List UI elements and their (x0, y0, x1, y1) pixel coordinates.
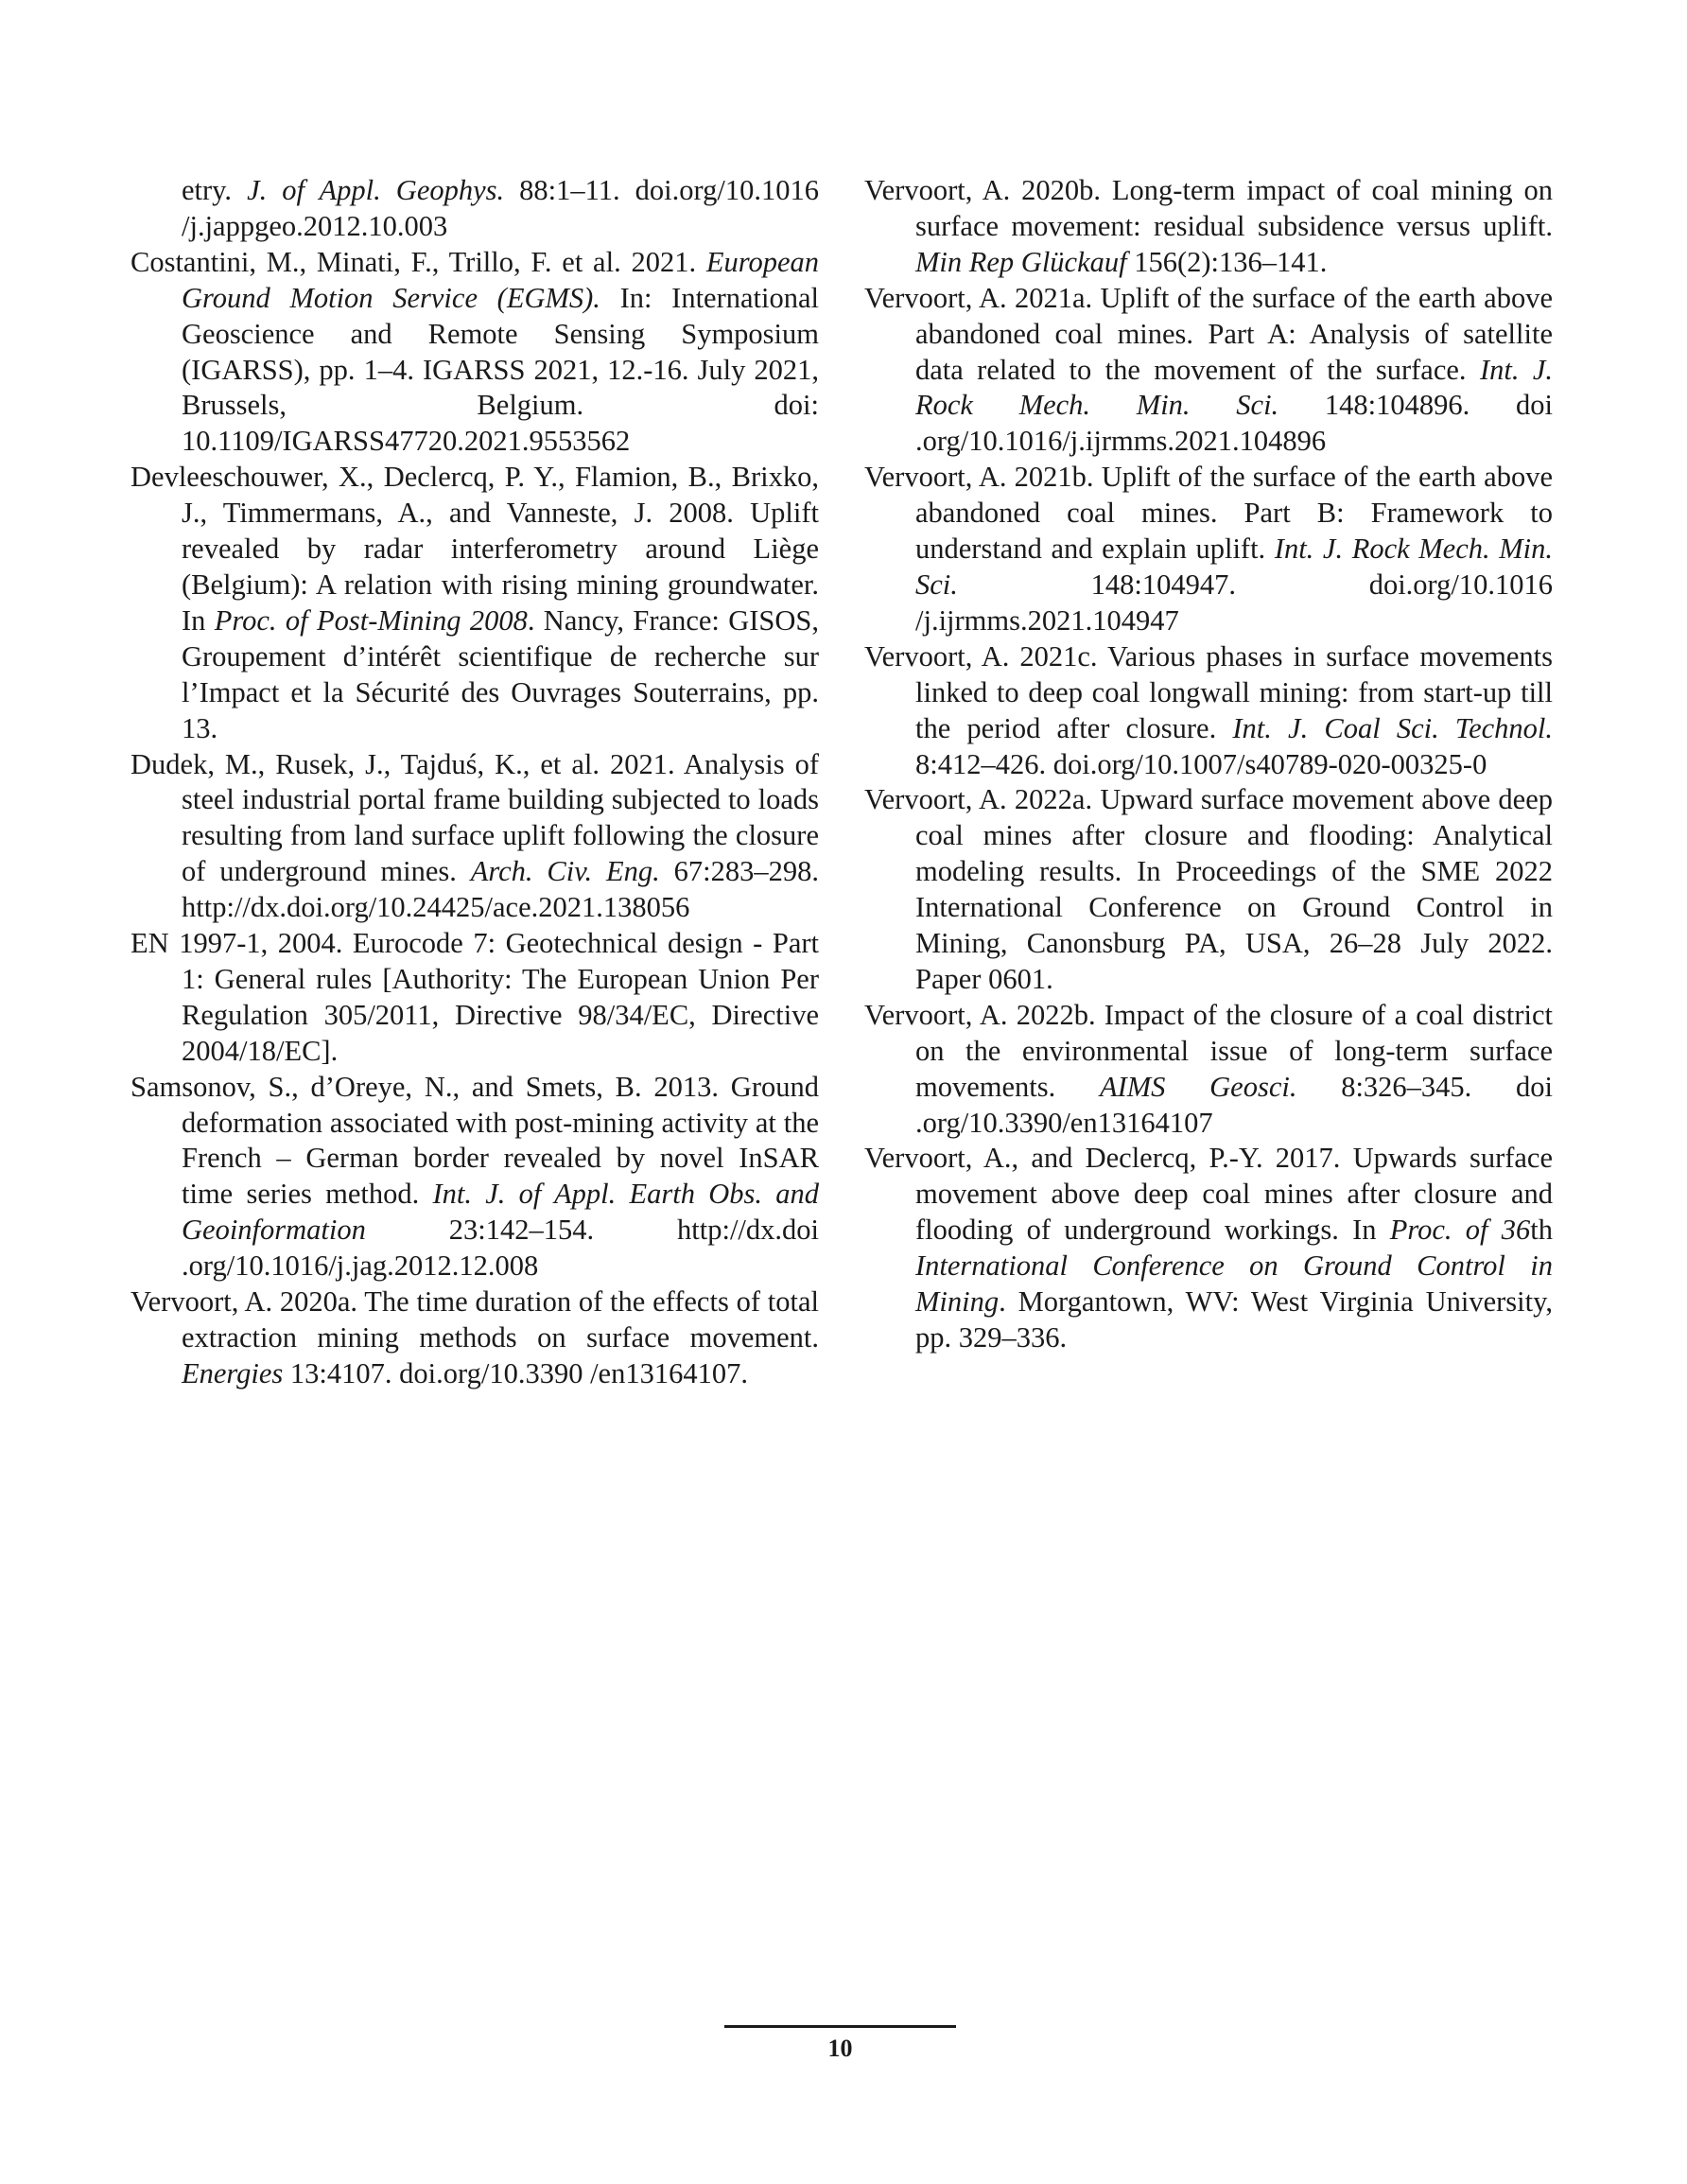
reference-text: etry. (182, 174, 248, 206)
reference-text: 148:104947. doi.org/10.1016 /j.ijrmms.2021.104947 (915, 568, 1553, 637)
reference-italic-text: Arch. Civ. Eng. (470, 855, 660, 888)
reference-text: 23:142–154. http://dx.doi .org/10.1016/j.jag.2012.12.008 (182, 1214, 819, 1283)
reference-text: 13:4107. doi.org/10.3390 /en13164107. (283, 1356, 748, 1389)
reference-italic-text: Int. J. Rock Mech. Min. Sci. (915, 353, 1553, 422)
reference-italic-text: Int. J. Rock Mech. Min. Sci. (915, 533, 1553, 601)
references-column-left (130, 173, 819, 1392)
reference-entry-vervoort-2020b (864, 173, 1553, 281)
reference-entry-samsonov (130, 1070, 819, 1284)
reference-entry-vervoort-declercq-2017 (864, 1141, 1553, 1355)
reference-text: Vervoort, A. 2021b. Uplift of the surface of the earth above abandoned coal mines. Part B: Framework to understand and explain uplift. (864, 461, 1553, 566)
reference-text: Vervoort, A. 2022a. Upward surface movement above deep coal mines after closure and flooding: Analytical modeling results. In Proceedings of the SME 2022 International Conference on Ground Control in Mining, Canonsburg PA, USA, 26–28 July 2022. Paper 0601. (864, 783, 1553, 995)
reference-text: EN 1997-1, 2004. Eurocode 7: Geotechnical design - Part 1: General rules [Authority: The European Union Per Regulation 305/2011, Directive 98/34/EC, Directive 2004/18/EC]. (130, 927, 819, 1067)
reference-text: Vervoort, A., and Declercq, P.-Y. 2017. Upwards surface movement above deep coal mines after closure and flooding of underground workings. In (864, 1142, 1553, 1247)
reference-text: Costantini, M., Minati, F., Trillo, F. et al. 2021. (130, 245, 706, 278)
reference-entry-continued-top (130, 173, 819, 245)
reference-text: th (1530, 1214, 1553, 1247)
reference-text: 67:283–298. http://dx.doi.org/10.24425/ace.2021.138056 (182, 855, 819, 924)
reference-italic-text: J. of Appl. Geophys. (247, 174, 505, 206)
reference-text: Devleeschouwer, X., Declercq, P. Y., Flamion, B., Brixko, J., Timmermans, A., and Vanneste, J. 2008. Uplift revealed by radar interferometry around Liège (Belgium): A relation with rising mining groundwater. In (130, 461, 819, 637)
reference-italic-text: International Conference on Ground Control in Mining (915, 1249, 1553, 1319)
footer-rule (724, 2025, 956, 2028)
reference-italic-text: Int. J. of Appl. Earth Obs. and Geoinformation (182, 1178, 819, 1247)
reference-entry-vervoort-2021a (864, 281, 1553, 461)
reference-text: In: International Geoscience and Remote Sensing Symposium (IGARSS), pp. 1–4. IGARSS 2021, 12.-16. July 2021, Brussels, Belgium. doi: 10.1109/IGARSS47720.2021.9553562 (182, 281, 819, 458)
reference-entry-vervoort-2021c (864, 639, 1553, 783)
reference-italic-text: Energies (182, 1356, 284, 1389)
reference-text: 88:1–11. doi.org/10.1016 /j.jappgeo.2012.10.003 (182, 174, 819, 242)
reference-entry-dudek (130, 747, 819, 927)
reference-entry-devleeschouwer (130, 460, 819, 746)
reference-text: . Nancy, France: GISOS, Groupement d’intérêt scientifique de recherche sur l’Impact et la Sécurité des Ouvrages Souterrains, pp. 13. (182, 603, 819, 744)
reference-text: . Morgantown, WV: West Virginia University, pp. 329–336. (915, 1285, 1553, 1354)
reference-text: Vervoort, A. 2022b. Impact of the closure of a coal district on the environmental issue of long-term surface movements. (864, 998, 1553, 1103)
references-column-right (864, 173, 1553, 1356)
reference-entry-vervoort-2020a (130, 1284, 819, 1392)
reference-text: Vervoort, A. 2020a. The time duration of the effects of total extraction mining methods on surface movement. (130, 1285, 819, 1354)
reference-italic-text: European Ground Motion Service (EGMS). (182, 245, 819, 314)
reference-text: 148:104896. doi .org/10.1016/j.ijrmms.2021.104896 (915, 389, 1553, 458)
page-number: 10 (827, 2035, 853, 2062)
reference-entry-vervoort-2022a (864, 782, 1553, 997)
reference-text: 8:326–345. doi .org/10.3390/en13164107 (915, 1070, 1553, 1139)
reference-italic-text: Proc. of Post-Mining 2008 (214, 603, 528, 637)
reference-text: Vervoort, A. 2021a. Uplift of the surface of the earth above abandoned coal mines. Part A: Analysis of satellite data related to the movement of the surface. (864, 281, 1553, 386)
reference-text: Vervoort, A. 2020b. Long-term impact of coal mining on surface movement: residual subsidence versus uplift. (864, 174, 1553, 242)
reference-italic-text: Int. J. Coal Sci. Technol. (1232, 711, 1553, 744)
reference-text: Vervoort, A. 2021c. Various phases in surface movements linked to deep coal longwall mining: from start-up till the period after closure. (864, 639, 1553, 744)
reference-italic-text: Min Rep Glückauf (915, 245, 1127, 278)
reference-entry-vervoort-2021b (864, 460, 1553, 639)
reference-italic-text: AIMS Geosci. (1099, 1070, 1297, 1103)
reference-italic-text: Proc. of 36 (1389, 1214, 1531, 1247)
reference-entry-vervoort-2022b (864, 998, 1553, 1142)
reference-entry-costantini (130, 245, 819, 460)
reference-entry-en1997 (130, 926, 819, 1070)
reference-text: 8:412–426. doi.org/10.1007/s40789-020-00325-0 (915, 747, 1487, 780)
reference-text: 156(2):136–141. (1126, 245, 1328, 278)
reference-text: Samsonov, S., d’Oreye, N., and Smets, B. 2013. Ground deformation associated with post-mining activity at the French – German border revealed by novel InSAR time series method. (130, 1070, 819, 1211)
reference-text: Dudek, M., Rusek, J., Tajduś, K., et al. 2021. Analysis of steel industrial portal frame building subjected to loads resulting from land surface uplift following the closure of underground mines. (130, 747, 819, 888)
